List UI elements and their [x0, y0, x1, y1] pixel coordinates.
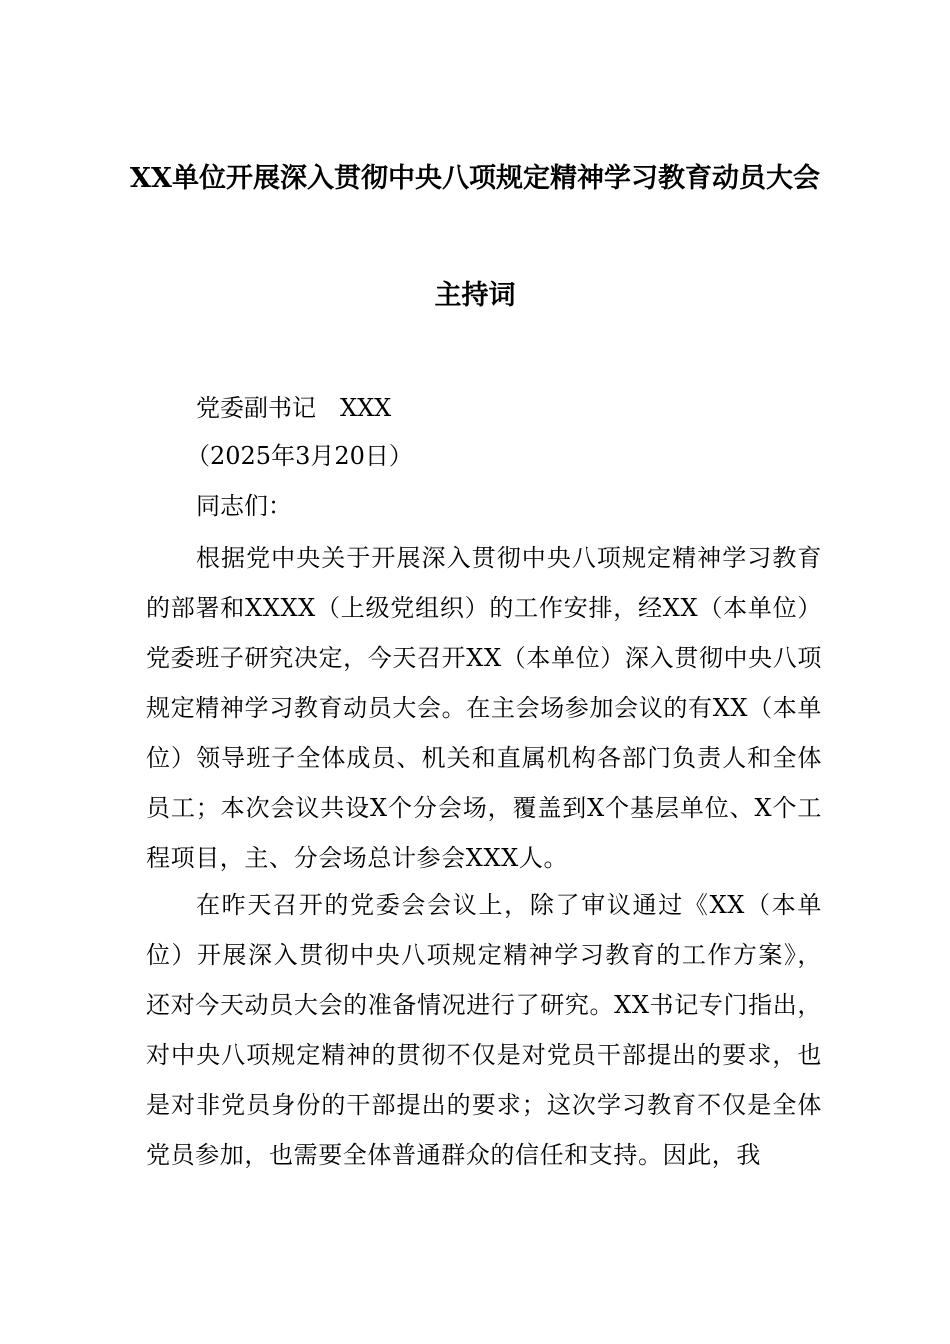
greeting: 同志们： — [196, 492, 292, 520]
speaker-line: 党委副书记 XXX — [196, 394, 392, 422]
body-paragraph-1: 根据党中央关于开展深入贯彻中央八项规定精神学习教育的部署和XXXX（上级党组织）的工作安排，经XX（本单位）党委班子研究决定，今天召开XX（本单位）深入贯彻中央八项规定精神学习教育动员大会。在主会场参加会议的有XX（本单位）领导班子全体成员、机关和直属机构各部门负责人和全体员工；本次会议共设X个分会场，覆盖到X个基层单位、X个工程项目，主、分会场总计参会XXX人。 — [146, 544, 822, 872]
document-title: XX单位开展深入贯彻中央八项规定精神学习教育动员大会 — [130, 163, 820, 194]
document-subtitle: 主持词 — [434, 280, 516, 311]
body-paragraph-2: 在昨天召开的党委会会议上，除了审议通过《XX（本单位）开展深入贯彻中央八项规定精神学习教育的工作方案》，还对今天动员大会的准备情况进行了研究。XX书记专门指出，对中央八项规定精神的贯彻不仅是对党员干部提出的要求，也是对非党员身份的干部提出的要求；这次学习教育不仅是全体党员参加，也需要全体普通群众的信任和支持。因此，我 — [146, 891, 822, 1169]
date-line: （2025年3月20日） — [186, 442, 413, 470]
